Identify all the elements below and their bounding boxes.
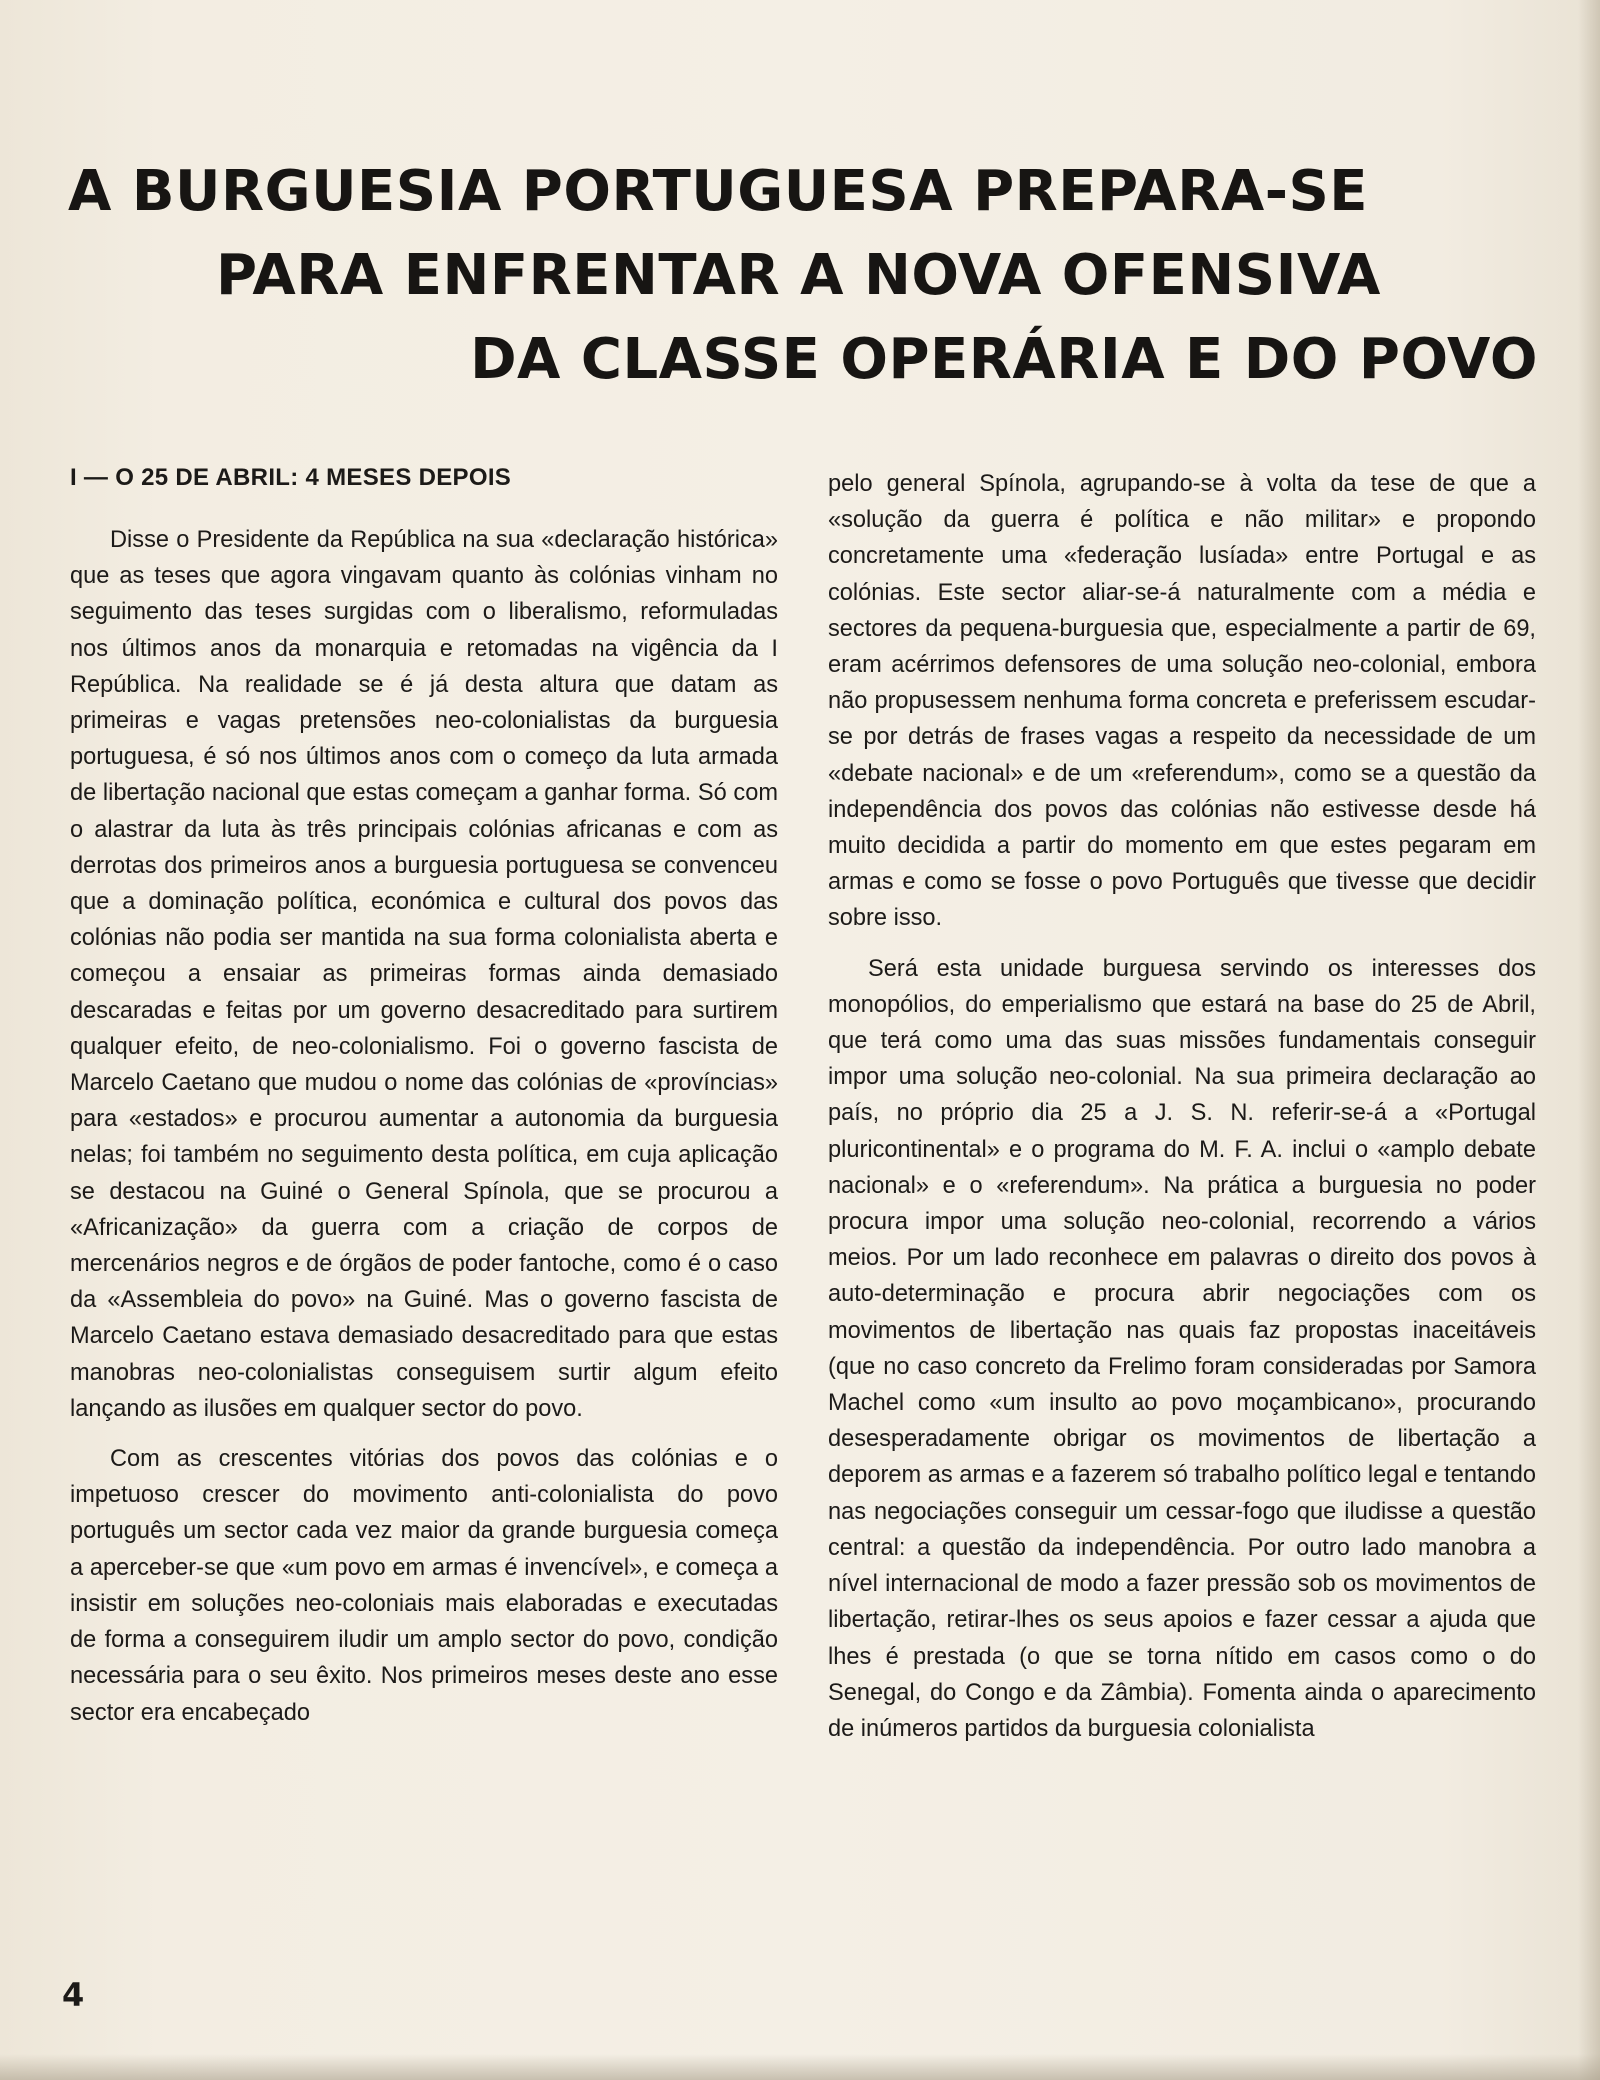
left-paragraph-1: Disse o Presidente da República na sua «declaração histórica» que as teses que agora vingavam quanto às colónias vinham no seguimento das teses surgidas com o liberalismo, reformuladas nos últimos anos da monarquia e retomadas na vigência da I República. Na realidade se é já desta altura que datam as primeiras e vagas pretensões neo-colonialistas da burguesia portuguesa, é só nos últimos anos com o começo da luta armada de libertação nacional que estas começam a ganhar forma. Só com o alastrar da luta às três principais colónias africanas e com as derrotas dos primeiros anos a burguesia portuguesa se convenceu que a dominação política, económica e cultural dos povos das colónias não podia ser mantida na sua forma colonialista aberta e começou a ensaiar as primeiras formas ainda demasiado descaradas e feitas por um governo desacreditado para surtirem qualquer efeito, de neo-colonialismo. Foi o governo fascista de Marcelo Caetano que mudou o nome das colónias de «províncias» para «estados» e procurou aumentar a autonomia da burguesia nelas; foi também no seguimento desta política, em cuja aplicação se destacou na Guiné o General Spínola, que se procurou a «Africanização» da guerra com a criação de corpos de mercenários negros e de órgãos de poder fantoche, como é o caso da «Assembleia do povo» na Guiné. Mas o governo fascista de Marcelo Caetano estava demasiado desacreditado para que estas manobras neo-colonialistas conseguisem surtir algum efeito lançando as ilusões em qualquer sector do povo. bbox=[70, 527, 778, 1422]
left-paragraph-2: Com as crescentes vitórias dos povos das colónias e o impetuoso crescer do movimento anti-colonialista do povo português um sector cada vez maior da grande burguesia começa a aperceber-se que «um povo em armas é invencível», e começa a insistir em soluções neo-coloniais mais elaboradas e executadas de forma a conseguirem iludir um amplo sector do povo, condição necessária para o seu êxito. Nos primeiros meses deste ano esse sector era encabeçado bbox=[70, 1446, 778, 1726]
right-text-column bbox=[828, 466, 1536, 1747]
page-edge-shadow-bottom bbox=[0, 2054, 1600, 2080]
headline-line-1: A BURGUESIA PORTUGUESA PREPARA-SE bbox=[68, 159, 1369, 224]
section-heading: I — O 25 DE ABRIL: 4 MESES DEPOIS bbox=[70, 464, 512, 491]
article-headline bbox=[68, 150, 1548, 402]
page-number: 4 bbox=[62, 1976, 85, 2014]
page-edge-shadow-right bbox=[1578, 0, 1600, 2080]
left-text-column bbox=[70, 460, 778, 1731]
right-paragraph-2: Será esta unidade burguesa servindo os interesses dos monopólios, do emperialismo que estará na base do 25 de Abril, que terá como uma das suas missões fundamentais conseguir impor uma solução neo-colonial. Na sua primeira declaração ao país, no próprio dia 25 a J. S. N. referir-se-á a «Portugal pluricontinental» e o programa do M. F. A. inclui o «amplo debate nacional» e o «referendum». Na prática a burguesia no poder procura impor uma solução neo-colonial, recorrendo a vários meios. Por um lado reconhece em palavras o direito dos povos à auto-determinação e procura abrir negociações com os movimentos de libertação nas quais faz propostas inaceitáveis (que no caso concreto da Frelimo foram consideradas por Samora Machel como «um insulto ao povo moçambicano», procurando desesperadamente obrigar os movimentos de libertação a deporem as armas e a fazerem só trabalho político legal e tentando nas negociações conseguir um cessar-fogo que iludisse a questão central: a questão da independência. Por outro lado manobra a nível internacional de modo a fazer pressão sob os movimentos de libertação, retirar-lhes os seus apoios e fazer cessar a ajuda que lhes é prestada (o que se torna nítido em casos como o do Senegal, do Congo e da Zâmbia). Fomenta ainda o aparecimento de inúmeros partidos da burguesia colonialista bbox=[828, 955, 1536, 1742]
headline-line-3: DA CLASSE OPERÁRIA E DO POVO bbox=[470, 327, 1538, 392]
right-paragraph-1: pelo general Spínola, agrupando-se à volta da tese de que a «solução da guerra é política e não militar» e propondo concretamente uma «federação lusíada» entre Portugal e as colónias. Este sector aliar-se-á naturalmente com a média e sectores da pequena-burguesia que, especialmente a partir de 69, eram acérrimos defensores de uma solução neo-colonial, embora não propusessem nenhuma forma concreta e preferissem escudar-se por detrás de frases vagas a respeito da necessidade de um «debate nacional» e de um «referendum», como se a questão da independência dos povos das colónias não estivesse desde há muito decidida a partir do momento em que estes pegaram em armas e como se fosse o povo Português que tivesse que decidir sobre isso. bbox=[828, 471, 1536, 932]
headline-line-2: PARA ENFRENTAR A NOVA OFENSIVA bbox=[216, 243, 1381, 308]
